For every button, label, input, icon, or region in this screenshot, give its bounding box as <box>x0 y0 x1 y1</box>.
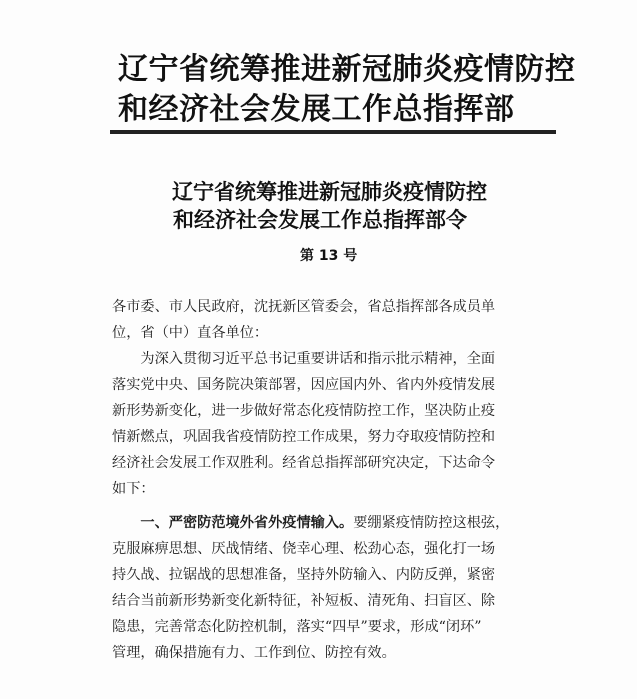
body-line: 如下： <box>112 481 155 497</box>
body-line: 新形势新变化，进一步做好常态化疫情防控工作，坚决防止疫 <box>112 403 496 419</box>
issuing-authority-header <box>118 50 576 130</box>
header-title-line1: 辽宁省统筹推进新冠肺炎疫情防控 <box>118 52 576 87</box>
body-line: 克服麻痹思想、厌战情绪、侥幸心理、松劲心态，强化打一场 <box>112 541 496 557</box>
body-line: 管理，确保措施有力、工作到位、防控有效。 <box>112 645 396 661</box>
order-title-line2: 和经济社会发展工作总指挥部令 <box>173 207 467 232</box>
body-line: 持久战、拉锯战的思想准备，坚持外防输入、内防反弹，紧密 <box>112 567 496 583</box>
body-line: 落实党中央、国务院决策部署，因应国内外、省内外疫情发展 <box>112 377 496 393</box>
body-line: 结合当前新形势新变化新特征，补短板、清死角、扫盲区、除 <box>112 593 496 609</box>
header-title-line2: 和经济社会发展工作总指挥部 <box>118 92 515 127</box>
section-1-heading: 一、严密防范境外省外疫情输入。 <box>112 515 354 531</box>
body-line: 位，省（中）直各单位： <box>112 325 269 341</box>
body-line: 各市委、市人民政府，沈抚新区管委会，省总指挥部各成员单 <box>112 299 496 315</box>
body-line: 为深入贯彻习近平总书记重要讲话和指示批示精神，全面 <box>112 351 496 367</box>
body-line: 情新燃点，巩固我省疫情防控工作成果，努力夺取疫情防控和 <box>112 429 496 445</box>
document-body <box>112 294 542 666</box>
section-1-text: 要绷紧疫情防控这根弦， <box>353 515 510 531</box>
header-divider <box>110 130 556 134</box>
order-title <box>172 178 502 234</box>
section-1-first-line <box>112 510 542 536</box>
order-title-line1: 辽宁省统筹推进新冠肺炎疫情防控 <box>172 179 487 204</box>
order-number: 第 13 号 <box>300 248 358 264</box>
body-line: 经济社会发展工作双胜利。经省总指挥部研究决定，下达命令 <box>112 455 496 471</box>
body-line: 隐患，完善常态化防控机制，落实“四早”要求，形成“闭环” <box>112 619 482 635</box>
